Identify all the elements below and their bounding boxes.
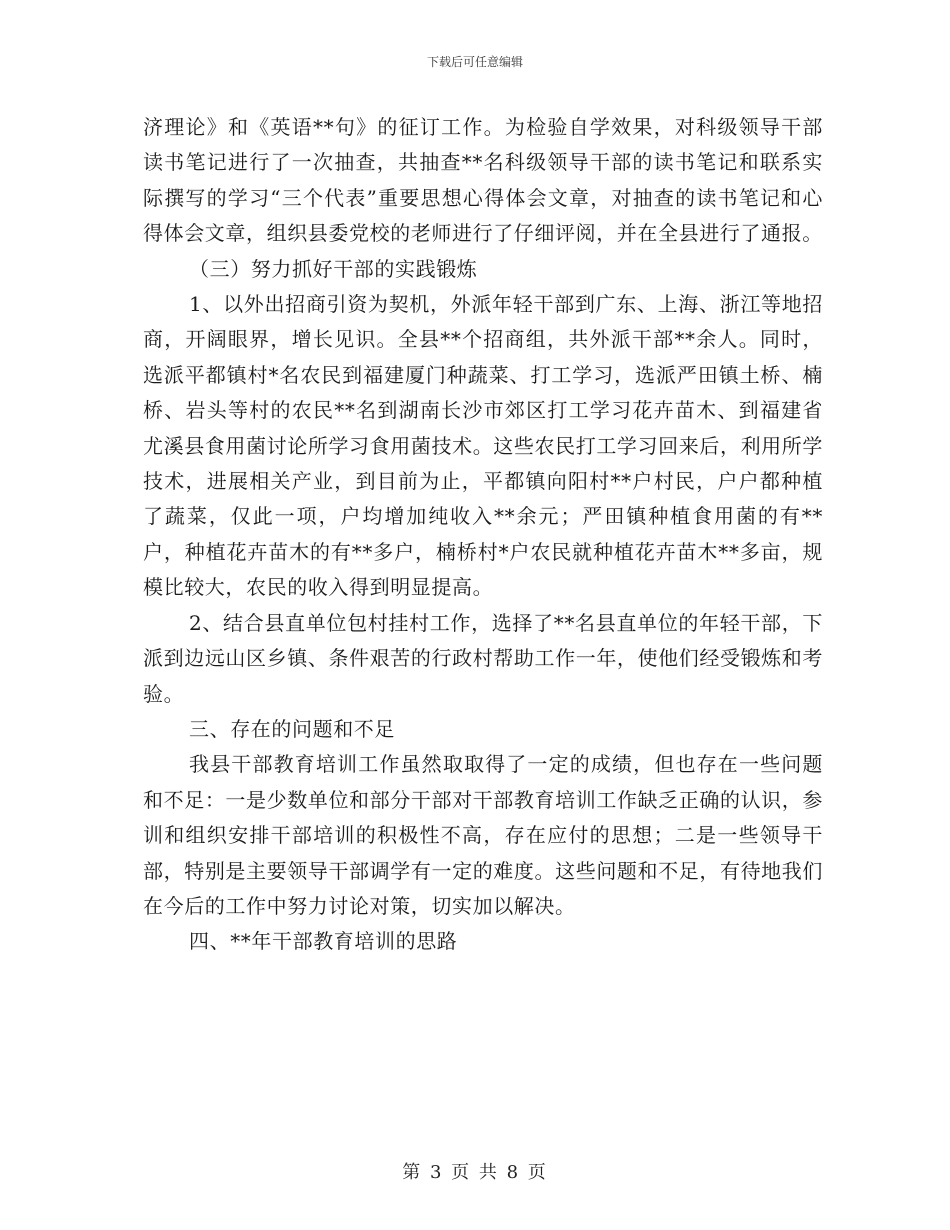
- paragraph-problems-detail: 我县干部教育培训工作虽然取取得了一定的成绩，但也存在一些问题和不足：一是少数单位和部分干部对干部教育培训工作缺乏正确的认识，参训和组织安排干部培训的积极性不高，存在应付的思想；二是一些领导干部，特别是主要领导干部调学有一定的难度。这些问题和不足，有待地我们在今后的工作中努力讨论对策，切实加以解决。: [143, 752, 823, 918]
- paragraph-investment-dispatch: 1、以外出招商引资为契机，外派年轻干部到广东、上海、浙江等地招商，开阔眼界，增长见识。全县**个招商组，共外派干部**余人。同时，选派平都镇村*名农民到福建厦门种蔬菜、打工学习，选派严田镇土桥、楠桥、岩头等村的农民**名到湖南长沙市郊区打工学习花卉苗木、到福建省尤溪县食用菌讨论所学习食用菌技术。这些农民打工学习回来后，利用所学技术，进展相关产业，到目前为止，平都镇向阳村**户村民，户户都种植了蔬菜，仅此一项，户均增加纯收入**余元；严田镇种植食用菌的有**户，种植花卉苗木的有**多户，楠桥村*户农民就种植花卉苗木**多亩，规模比较大，农民的收入得到明显提高。: [143, 292, 823, 600]
- section-heading-practice-training: （三）努力抓好干部的实践锻炼: [189, 256, 478, 281]
- document-body: [143, 110, 823, 960]
- paragraph-continued-reading-notes: 济理论》和《英语**句》的征订工作。为检验自学效果，对科级领导干部读书笔记进行了一次抽查，共抽查**名科级领导干部的读书笔记和联系实际撰写的学习“三个代表”重要思想心得体会文章，对抽查的读书笔记和心得体会文章，组织县委党校的老师进行了仔细评阅，并在全县进行了通报。: [143, 115, 823, 246]
- page-number: 第 3 页 共 8 页: [402, 1162, 548, 1183]
- page-header-note: 下载后可任意编辑: [426, 55, 523, 69]
- section-heading-problems: 三、存在的问题和不足: [189, 716, 395, 741]
- section-heading-next-year-plan: 四、**年干部教育培训的思路: [189, 929, 458, 954]
- paragraph-village-assignment: 2、结合县直单位包村挂村工作，选择了**名县直单位的年轻干部，下派到边远山区乡镇、条件艰苦的行政村帮助工作一年，使他们经受锻炼和考验。: [143, 610, 823, 706]
